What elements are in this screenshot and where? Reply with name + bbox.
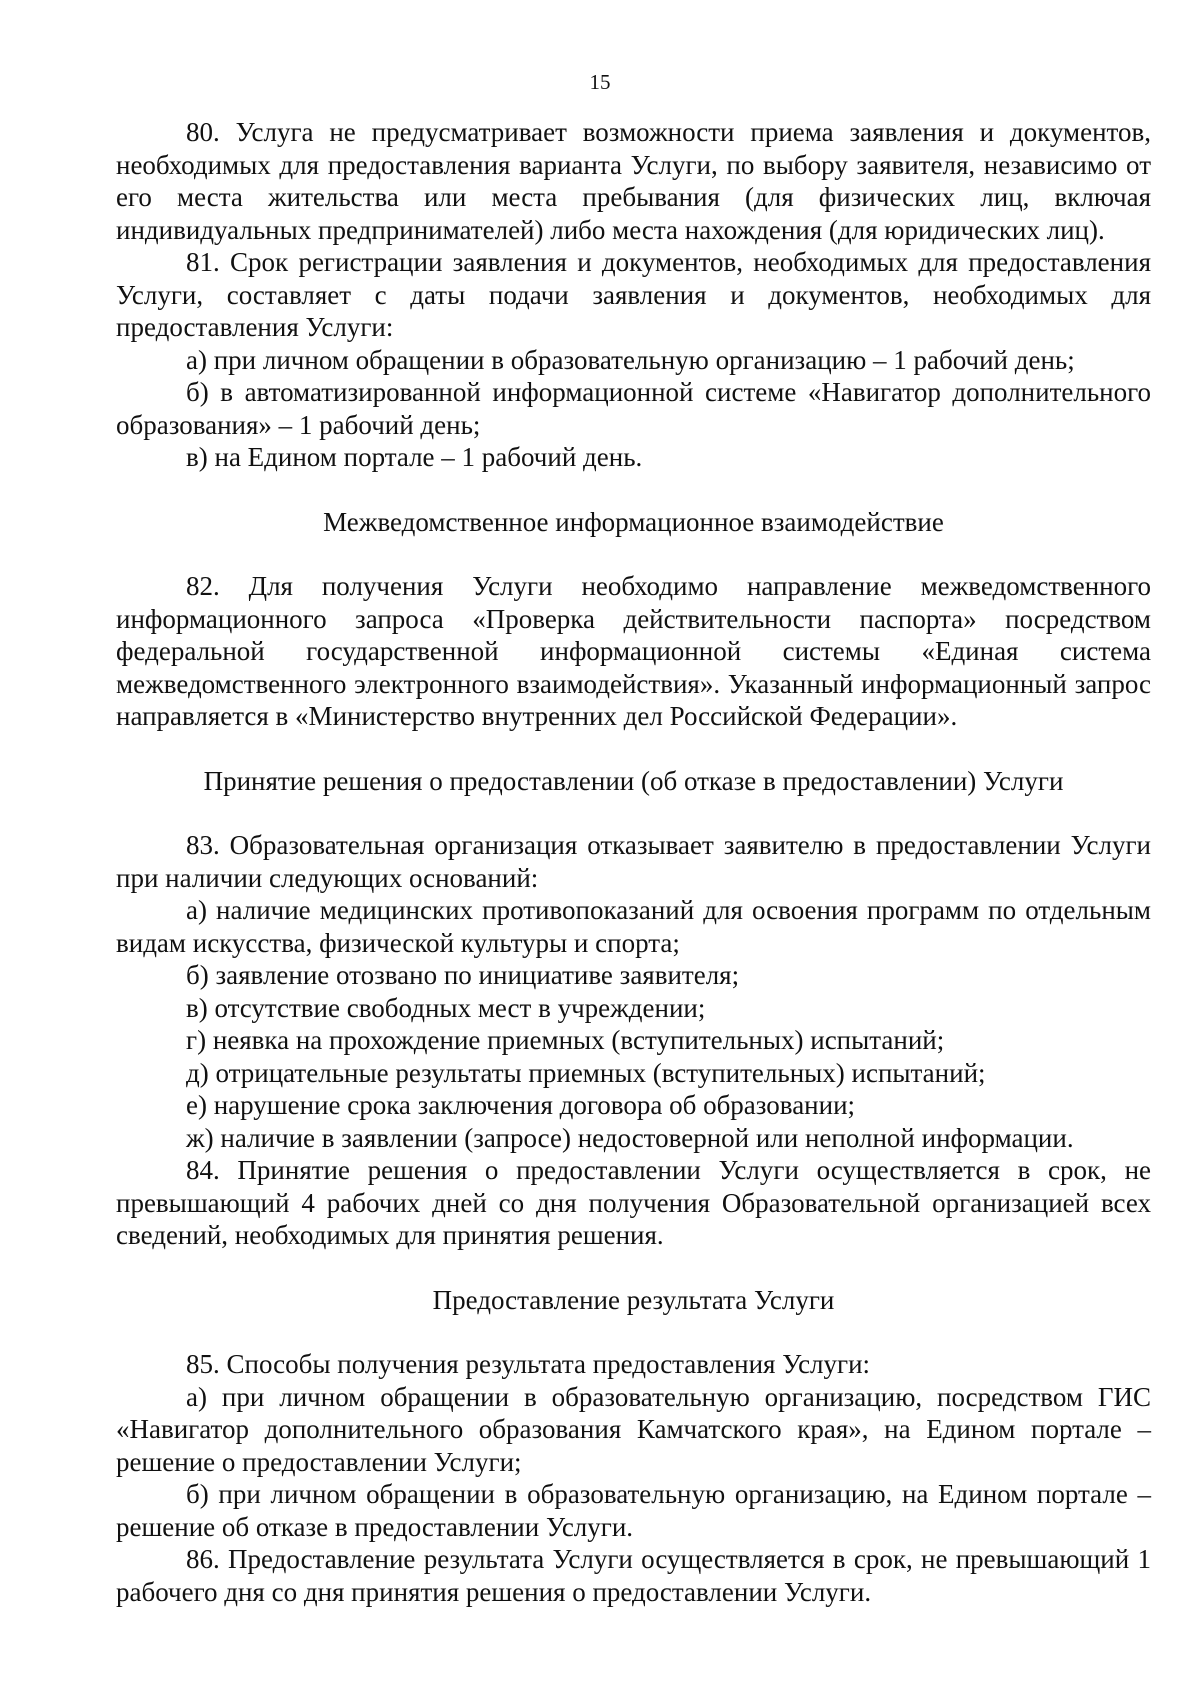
section-heading-interagency: Межведомственное информационное взаимодействие [323,506,944,537]
paragraph-83-v: в) отсутствие свободных мест в учреждении; [186,992,706,1023]
paragraph-81-a: а) при личном обращении в образовательную организацию – 1 рабочий день; [186,344,1075,375]
document-body [116,116,1151,1608]
paragraph-83-d: д) отрицательные результаты приемных (вступительных) испытаний; [186,1057,986,1088]
paragraph-85: 85. Способы получения результата предоставления Услуги: [186,1349,871,1379]
paragraph-86: 86. Предоставление результата Услуги осуществляется в срок, не превышающий 1 рабочего дня со дня принятия решения о предоставлении Услуги. [116,1544,1151,1607]
section-heading-result: Предоставление результата Услуги [432,1284,835,1315]
paragraph-83-e: е) нарушение срока заключения договора об образовании; [186,1090,856,1120]
paragraph-85-b: б) при личном обращении в образовательную организацию, на Едином портале – решение об отказе в предоставлении Услуги. [116,1479,1151,1542]
paragraph-83-g: г) неявка на прохождение приемных (вступительных) испытаний; [186,1025,945,1055]
paragraph-83: 83. Образовательная организация отказывает заявителю в предоставлении Услуги при наличии следующих оснований: [116,830,1151,893]
paragraph-81-b: б) в автоматизированной информационной системе «Навигатор дополнительного образования» – 1 рабочий день; [116,377,1151,440]
page-number: 15 [589,70,611,94]
paragraph-84: 84. Принятие решения о предоставлении Услуги осуществляется в срок, не превышающий 4 рабочих дней со дня получения Образовательной организацией всех сведений, необходимых для принятия решения. [116,1155,1151,1250]
paragraph-81: 81. Срок регистрации заявления и документов, необходимых для предоставления Услуги, составляет с даты подачи заявления и документов, необходимых для предоставления Услуги: [116,247,1151,342]
paragraph-82: 82. Для получения Услуги необходимо направление межведомственного информационного запроса «Проверка действительности паспорта» посредством федеральной государственной информационной системы «Единая система межведомственного электронного взаимодействия». Указанный информационный запрос направляется в «Министерство внутренних дел Российской Федерации». [116,571,1151,731]
paragraph-80: 80. Услуга не предусматривает возможности приема заявления и документов, необходимых для предоставления варианта Услуги, по выбору заявителя, независимо от его места жительства или места пребывания (для физических лиц, включая индивидуальных предпринимателей) либо места нахождения (для юридических лиц). [116,117,1151,245]
section-heading-decision: Принятие решения о предоставлении (об отказе в предоставлении) Услуги [203,765,1064,796]
paragraph-83-zh: ж) наличие в заявлении (запросе) недостоверной или неполной информации. [186,1122,1074,1153]
paragraph-81-v: в) на Едином портале – 1 рабочий день. [186,442,643,472]
paragraph-83-a: а) наличие медицинских противопоказаний для освоения программ по отдельным видам искусства, физической культуры и спорта; [116,895,1151,958]
paragraph-83-b: б) заявление отозвано по инициативе заявителя; [186,960,740,990]
paragraph-85-a: а) при личном обращении в образовательную организацию, посредством ГИС «Навигатор дополнительного образования Камчатского края», на Едином портале – решение о предоставлении Услуги; [116,1381,1151,1477]
